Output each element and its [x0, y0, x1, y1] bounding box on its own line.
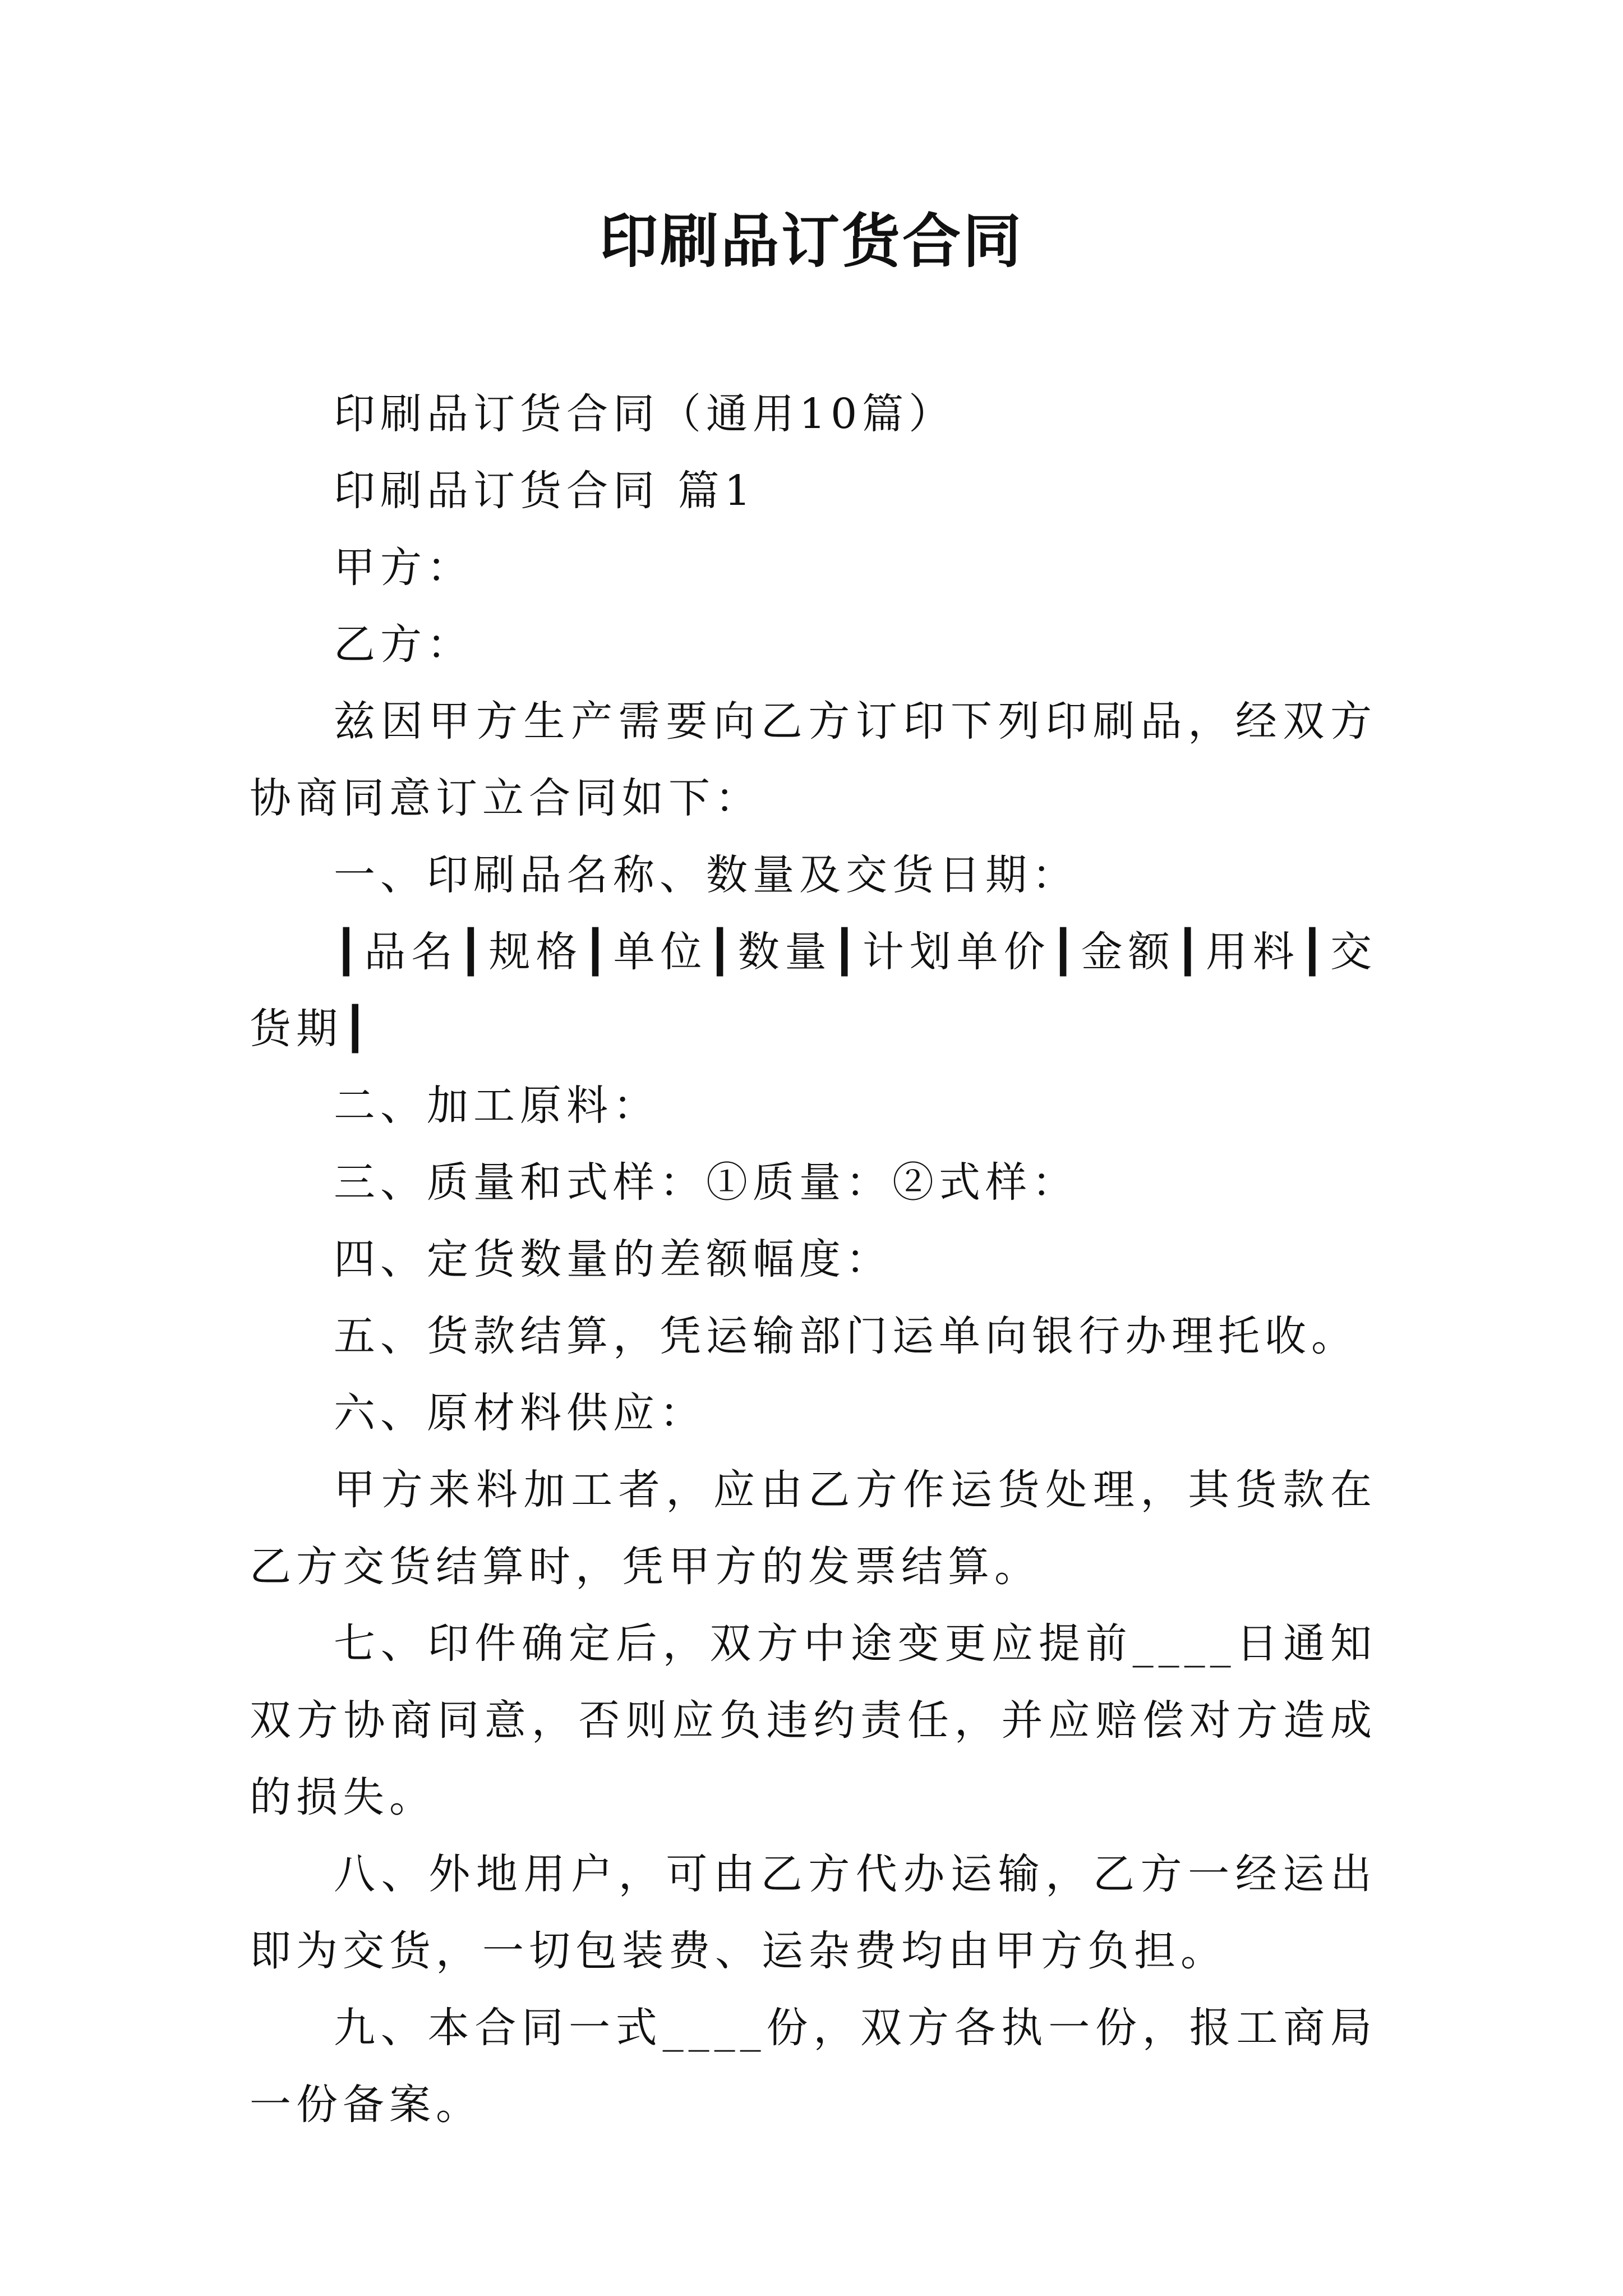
paragraph-clause-9: 九、本合同一式____份，双方各执一份，报工商局一份备案。 — [250, 2004, 1377, 2129]
paragraph-clause-8: 八、外地用户，可由乙方代办运输，乙方一经运出即为交货，一切包装费、运杂费均由甲方负担。 — [250, 1850, 1377, 1975]
document-title: 印刷品订货合同 — [599, 206, 1023, 275]
paragraph-party-a: 甲方： — [334, 544, 473, 592]
paragraph-clause-4: 四、定货数量的差额幅度： — [334, 1235, 892, 1283]
paragraph-clause-2: 二、加工原料： — [334, 1082, 660, 1130]
paragraph-clause-6: 六、原材料供应： — [334, 1389, 706, 1437]
paragraph-table-header: ┃品名┃规格┃单位┃数量┃计划单价┃金额┃用料┃交货期┃ — [250, 928, 1377, 1053]
paragraph-clause-5: 五、货款结算，凭运输部门运单向银行办理托收。 — [334, 1312, 1358, 1360]
document-body — [250, 376, 1377, 2143]
paragraph-section-heading: 印刷品订货合同 篇1 — [334, 467, 756, 515]
paragraph-party-b: 乙方： — [334, 620, 473, 669]
paragraph-subtitle: 印刷品订货合同（通用10篇） — [334, 390, 956, 438]
paragraph-clause-7: 七、印件确定后，双方中途变更应提前____日通知双方协商同意，否则应负违约责任，并应赔偿对方造成的损失。 — [250, 1619, 1377, 1821]
paragraph-intro: 兹因甲方生产需要向乙方订印下列印刷品，经双方协商同意订立合同如下： — [250, 697, 1377, 822]
paragraph-clause-1: 一、印刷品名称、数量及交货日期： — [334, 851, 1078, 899]
paragraph-clause-6-detail: 甲方来料加工者，应由乙方作运货处理，其货款在乙方交货结算时，凭甲方的发票结算。 — [250, 1466, 1377, 1591]
paragraph-clause-3: 三、质量和式样：①质量：②式样： — [334, 1158, 1078, 1207]
